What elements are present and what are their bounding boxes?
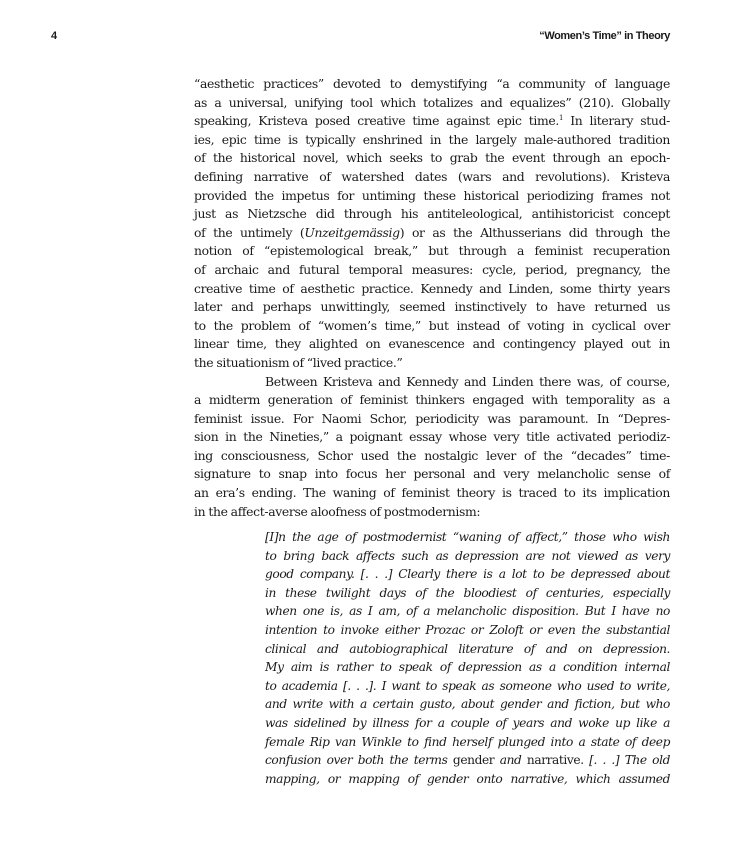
- text-segment: . [. . .] The old: [580, 753, 670, 768]
- text-segment: of the untimely (: [194, 224, 305, 240]
- text-line: provided the impetus for untiming these historical periodizing frames not: [194, 187, 670, 203]
- italic-term: Unzeitgemässig: [304, 224, 400, 240]
- text-line: a midterm generation of feminist thinkers engaged with temporality as a: [194, 392, 670, 408]
- text-line: an era’s ending. The waning of feminist theory is traced to its implication: [194, 485, 670, 501]
- text-line: signature to snap into focus her personal and very melancholic sense of: [194, 466, 670, 482]
- body-text: [194, 75, 670, 521]
- quote-line: [I]n the age of postmodernist “waning of affect,” those who wish: [265, 530, 670, 544]
- paragraph: [194, 373, 670, 522]
- text-line: [194, 224, 670, 243]
- text-line: “aesthetic practices” devoted to demystifying “a community of language: [194, 76, 670, 91]
- text-segment: ) or as the Althusserians did through the: [399, 224, 670, 240]
- quote-line: to bring back affects such as depression are not viewed as very: [265, 548, 670, 563]
- quote-line: clinical and autobiographical literature of and on depression.: [265, 641, 670, 656]
- text-line: of the historical novel, which seeks to grab the event through an epoch-: [194, 150, 670, 166]
- quote-line: My aim is rather to speak of depression as a condition internal: [265, 660, 670, 675]
- text-line: linear time, they alighted on evanescence and contingency played out in: [194, 336, 670, 352]
- quote-line: female Rip van Winkle to find herself plunged into a state of deep: [265, 734, 670, 749]
- text-line: ies, epic time is typically enshrined in the largely male-authored tradition: [194, 131, 670, 147]
- roman-term: gender: [452, 753, 495, 768]
- quote-line: mapping, or mapping of gender onto narrative, which assumed: [265, 771, 670, 786]
- paragraph: [194, 75, 670, 373]
- page-number: 4: [51, 30, 57, 42]
- text-line: ing consciousness, Schor used the nostalgic lever of the “decades” time-: [194, 447, 670, 463]
- text-segment: In literary stud-: [563, 113, 670, 129]
- text-line: defining narrative of watershed dates (wars and revolutions). Kristeva: [194, 168, 670, 184]
- text-line: as a universal, unifying tool which totalizes and equalizes” (210). Globally: [194, 94, 670, 110]
- text-line: feminist issue. For Naomi Schor, periodicity was paramount. In “Depres-: [194, 410, 670, 426]
- quote-line: [265, 751, 670, 770]
- quote-line: in these twilight days of the bloodiest of centuries, especially: [265, 585, 670, 600]
- footnote-marker[interactable]: 1: [558, 114, 564, 123]
- text-line: of archaic and futural temporal measures: cycle, period, pregnancy, the: [194, 261, 670, 277]
- roman-term: narrative: [526, 753, 581, 768]
- text-segment: and: [494, 753, 527, 768]
- text-line: just as Nietzsche did through his antiteleological, antihistoricist concept: [194, 206, 670, 222]
- quote-line: when one is, as I am, of a melancholic disposition. But I have no: [265, 604, 670, 619]
- quote-line: was sidelined by illness for a couple of years and woke up like a: [265, 715, 670, 730]
- text-line: notion of “epistemological break,” but through a feminist recuperation: [194, 243, 670, 259]
- block-quote: [265, 528, 670, 788]
- quote-line: to academia [. . .]. I want to speak as someone who used to write,: [265, 678, 670, 693]
- text-line: in the affect-averse aloofness of postmodernism:: [194, 503, 481, 519]
- running-head: “Women’s Time” in Theory: [539, 30, 670, 42]
- text-segment: confusion over both the terms: [265, 753, 453, 768]
- text-line: to the problem of “women’s time,” but instead of voting in cyclical over: [194, 317, 670, 333]
- text-line: later and perhaps unwittingly, seemed instinctively to have returned us: [194, 299, 670, 315]
- text-line: the situationism of “lived practice.”: [194, 354, 403, 370]
- text-line: Between Kristeva and Kennedy and Linden there was, of course,: [265, 373, 670, 389]
- text-line: creative time of aesthetic practice. Kennedy and Linden, some thirty years: [194, 280, 670, 296]
- text-line: [194, 112, 670, 131]
- quote-line: good company. [. . .] Clearly there is a lot to be depressed about: [265, 567, 670, 582]
- quote-line: intention to invoke either Prozac or Zoloft or even the substantial: [265, 622, 670, 637]
- quote-line: and write with a certain gusto, about gender and fiction, but who: [265, 697, 670, 712]
- text-line: sion in the Nineties,” a poignant essay whose very title activated periodiz-: [194, 429, 670, 445]
- text-segment: speaking, Kristeva posed creative time against epic time.: [194, 113, 559, 129]
